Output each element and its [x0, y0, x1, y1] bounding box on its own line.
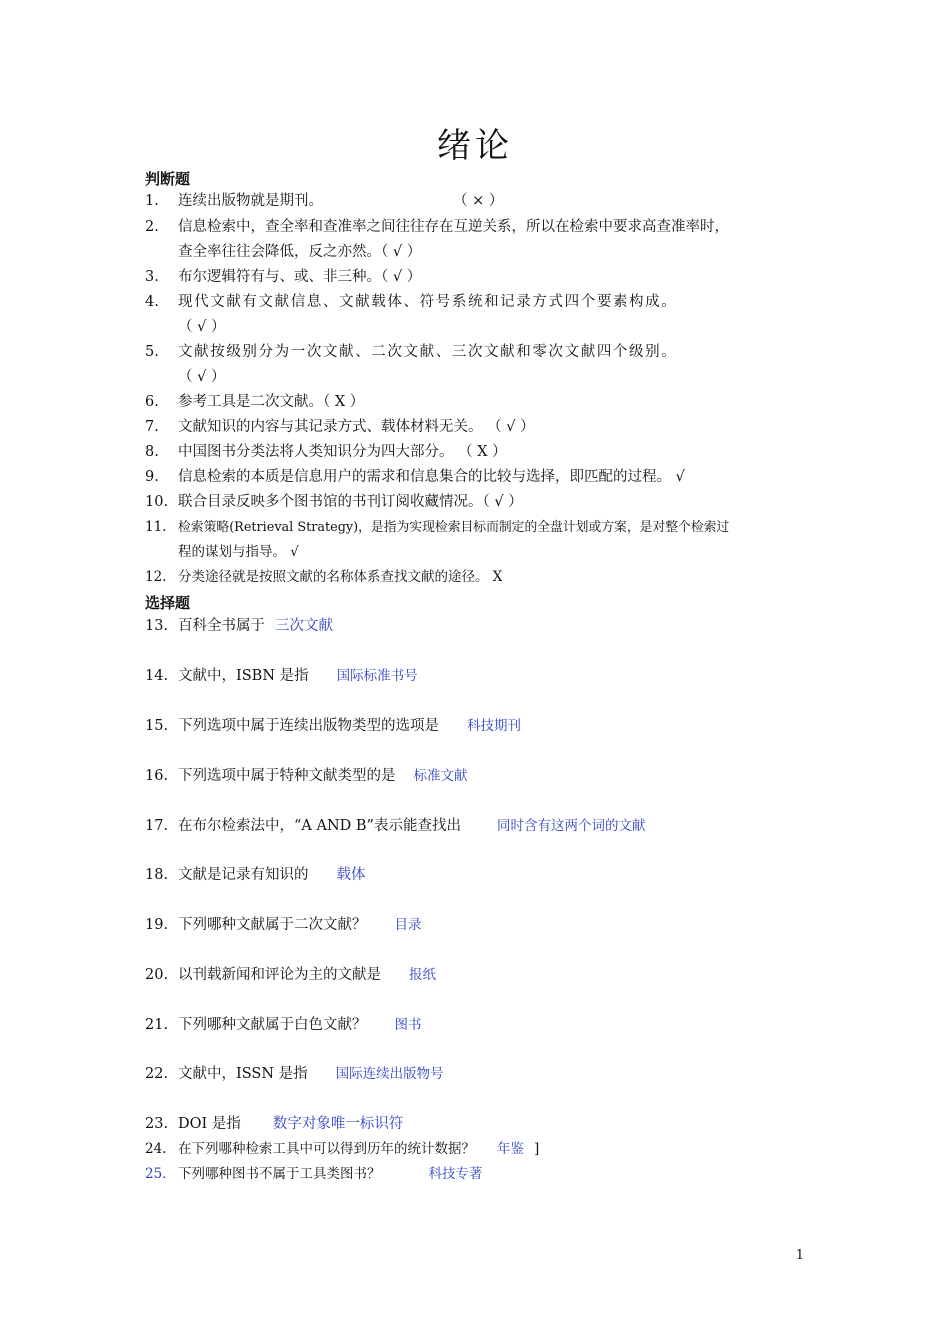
section-heading-choice: 选择题 — [145, 594, 191, 612]
list-item: 16. 下列选项中属于特种文献类型的是 标准文献 — [145, 768, 468, 784]
list-item: 22. 文献中，ISSN 是指 国际连续出版物号 — [145, 1066, 444, 1082]
section-heading-judgment: 判断题 — [145, 170, 191, 188]
answer-text: 国际标准书号 — [336, 668, 418, 684]
list-item: 23. DOI 是指 数字对象唯一标识符 — [145, 1116, 404, 1132]
answer-text: 数字对象唯一标识符 — [272, 1116, 404, 1132]
list-item: 21. 下列哪种文献属于白色文献？ 图书 — [145, 1017, 422, 1033]
list-item: 2. 信息检索中，查全率和查准率之间往往存在互逆关系，所以在检索中要求高查准率时， 查全率往往会降低，反之亦然。（ √ ） — [145, 219, 729, 260]
list-item: 11. 检索策略(Retrieval Strategy)，是指为实现检索目标而制定的全盘计划或方案，是对整个检索过 程的谋划与指导。 √ — [145, 519, 730, 560]
list-item: 8. 中国图书分类法将人类知识分为四大部分。 （ X ） — [145, 444, 507, 460]
answer-text: 标准文献 — [413, 768, 468, 784]
list-item: 12. 分类途径就是按照文献的名称体系查找文献的途径。 X — [145, 569, 503, 585]
list-item: 3. 布尔逻辑符有与、或、非三种。（ √ ） — [145, 269, 422, 285]
answer-text: 载体 — [336, 867, 366, 883]
page-title: 绪论 — [437, 126, 513, 166]
list-item: 5. 文 献 按 级 别 分 为 一 次 文 献 、 二 次 文 献 、 三 次 文 献 和 零 次 文 献 四 个 级 别 。 （ √ ） — [145, 344, 675, 385]
list-item: 4. 现 代 文 献 有 文 献 信 息 、 文 献 载 体 、 符 号 系 统 和 记 录 方 式 四 个 要 素 构 成 。 （ √ ） — [145, 294, 675, 335]
list-item: 10. 联合目录反映多个图书馆的书刊订阅收藏情况。（ √ ） — [145, 494, 523, 510]
list-item: 17. 在布尔检索法中，“A AND B”表示能查找出 同时含有这两个词的文献 — [145, 818, 646, 834]
answer-text: 国际连续出版物号 — [335, 1066, 444, 1082]
list-item: 15. 下列选项中属于连续出版物类型的选项是 科技期刊 — [145, 718, 521, 734]
list-item: 24. 在下列哪种检索工具中可以得到历年的统计数据？ 年鉴 ] — [145, 1141, 540, 1157]
list-item: 19. 下列哪种文献属于二次文献？ 目录 — [145, 917, 422, 933]
answer-text: 报纸 — [409, 967, 436, 983]
answer-text: 目录 — [394, 917, 422, 933]
answer-text: 同时含有这两个词的文献 — [496, 818, 646, 834]
list-item: 7. 文献知识的内容与其记录方式、载体材料无关。 （ √ ） — [145, 419, 535, 435]
answer-text: 年鉴 — [497, 1141, 524, 1157]
list-item: 14. 文献中，ISBN 是指 国际标准书号 — [145, 668, 418, 684]
page-number: 1 — [795, 1248, 804, 1263]
list-item: 9. 信息检索的本质是信息用户的需求和信息集合的比较与选择，即匹配的过程。 √ — [145, 469, 685, 485]
list-item: 18. 文献是记录有知识的 载体 — [145, 867, 366, 883]
list-item: 1. 连续出版物就是期刊。 （ × ） — [145, 193, 504, 209]
list-item: 25. 下列哪种图书不属于工具类图书？ 科技专著 — [145, 1166, 483, 1182]
list-item: 20. 以刊载新闻和评论为主的文献是 报纸 — [145, 967, 436, 983]
list-item: 13. 百科全书属于 三次文献 — [145, 618, 333, 634]
list-item: 6. 参考工具是二次文献。（ X ） — [145, 394, 365, 410]
answer-text: 科技期刊 — [467, 718, 521, 734]
answer-text: 三次文献 — [275, 618, 333, 634]
answer-text: 科技专著 — [428, 1166, 483, 1182]
answer-text: 图书 — [394, 1017, 422, 1033]
